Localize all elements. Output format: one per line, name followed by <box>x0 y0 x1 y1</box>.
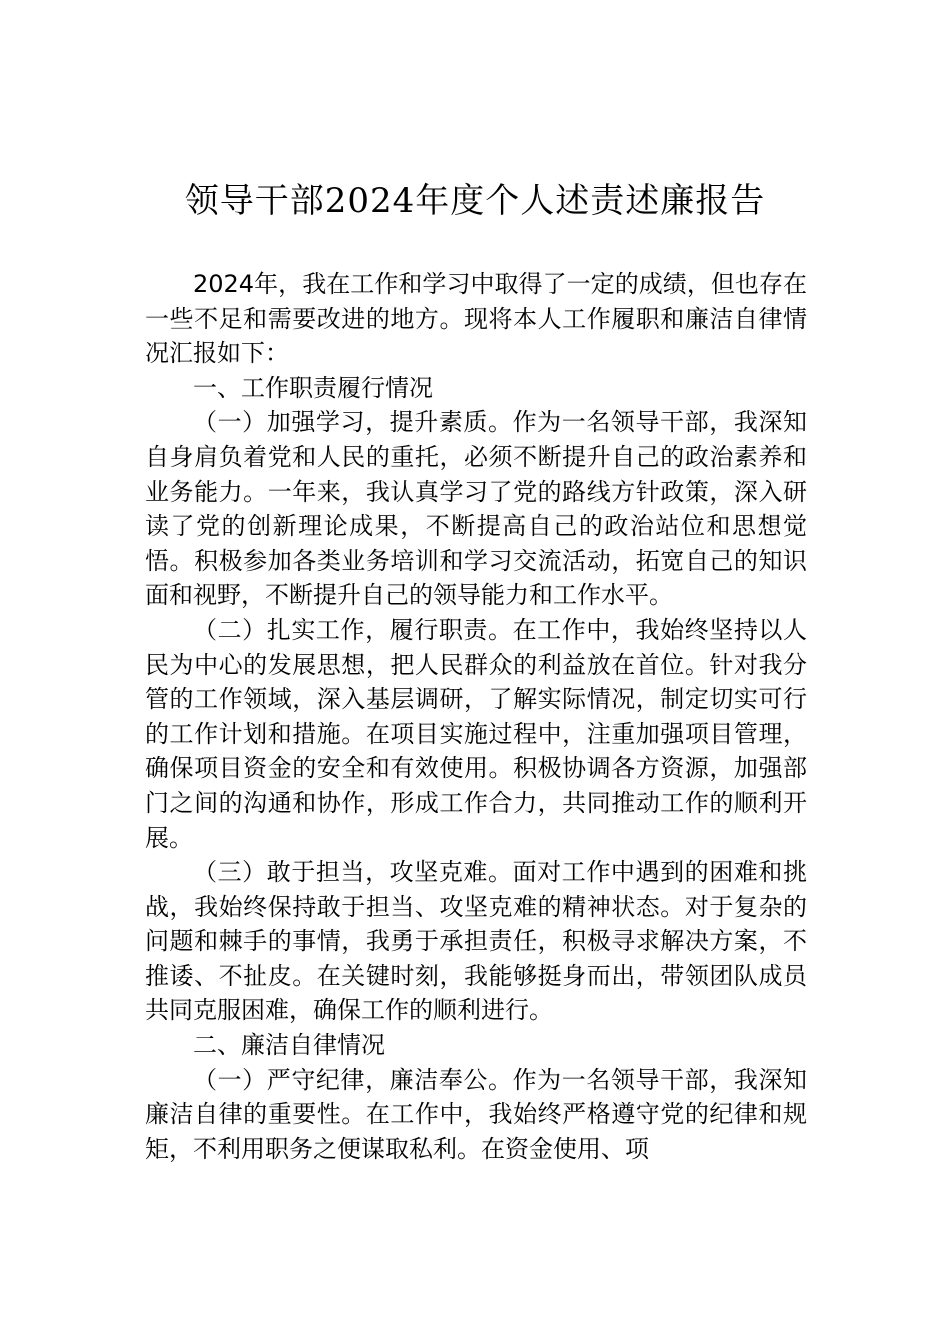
section-heading-integrity: 二、廉洁自律情况 <box>193 1031 385 1060</box>
document-body <box>145 267 807 1166</box>
paragraph-discipline: （一）严守纪律，廉洁奉公。作为一名领导干部，我深知廉洁自律的重要性。在工作中，我始终严格遵守党的纪律和规矩，不利用职务之便谋取私利。在资金使用、项 <box>145 1065 807 1163</box>
paragraph-responsibility: （三）敢于担当，攻坚克难。面对工作中遇到的困难和挑战，我始终保持敢于担当、攻坚克难的精神状态。对于复杂的问题和棘手的事情，我勇于承担责任，积极寻求解决方案，不推诿、不扯皮。在关键时刻，我能够挺身而出，带领团队成员共同克服困难，确保工作的顺利进行。 <box>145 858 807 1025</box>
document-title: 领导干部2024年度个人述责述廉报告 <box>184 181 766 221</box>
paragraph-study: （一）加强学习，提升素质。作为一名领导干部，我深知自身肩负着党和人民的重托，必须不断提升自己的政治素养和业务能力。一年来，我认真学习了党的路线方针政策，深入研读了党的创新理论成果，不断提高自己的政治站位和思想觉悟。积极参加各类业务培训和学习交流活动，拓宽自己的知识面和视野，不断提升自己的领导能力和工作水平。 <box>145 408 807 610</box>
intro-paragraph: 2024年，我在工作和学习中取得了一定的成绩，但也存在一些不足和需要改进的地方。现将本人工作履职和廉洁自律情况汇报如下： <box>145 270 807 368</box>
section-heading-duty: 一、工作职责履行情况 <box>193 373 433 402</box>
paragraph-work: （二）扎实工作，履行职责。在工作中，我始终坚持以人民为中心的发展思想，把人民群众的利益放在首位。针对我分管的工作领域，深入基层调研，了解实际情况，制定切实可行的工作计划和措施。在项目实施过程中，注重加强项目管理，确保项目资金的安全和有效使用。积极协调各方资源，加强部门之间的沟通和协作，形成工作合力，共同推动工作的顺利开展。 <box>145 615 807 852</box>
